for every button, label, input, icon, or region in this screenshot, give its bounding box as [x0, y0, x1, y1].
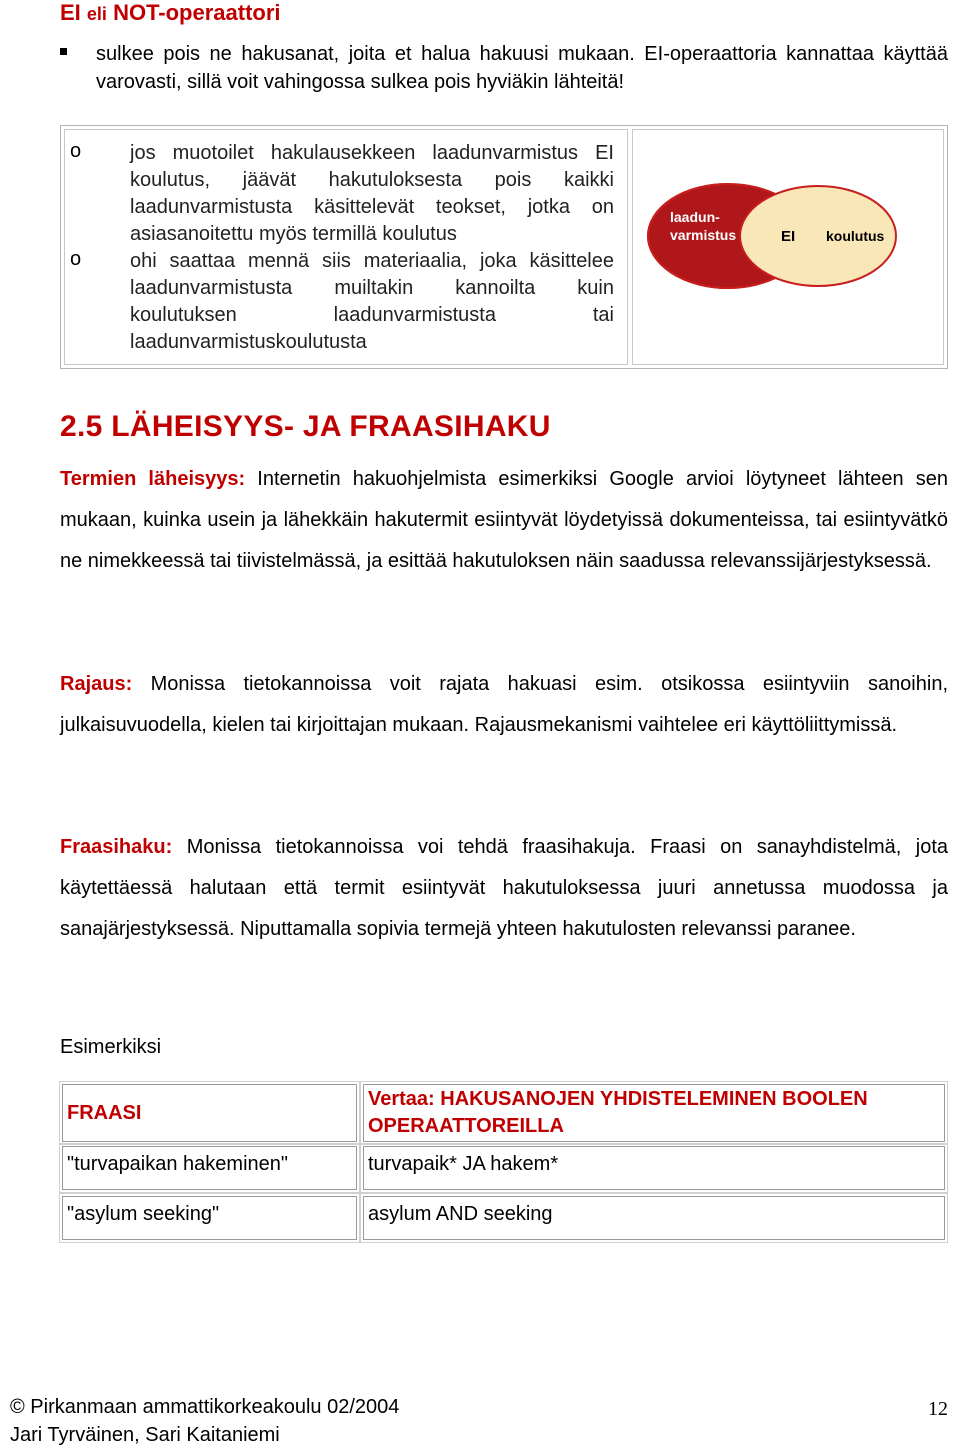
heading-not-operaattori: NOT-operaattori [113, 0, 281, 25]
not-operator-heading [60, 0, 281, 26]
table-cell: asylum AND seeking [363, 1196, 945, 1240]
section-title: LÄHEISYYS- JA FRAASIHAKU [111, 410, 551, 443]
venn-label-right: koulutus [826, 228, 885, 244]
table-header-cell: FRAASI [62, 1084, 357, 1142]
sub-bullet-marker: o [70, 248, 82, 270]
section-heading [60, 410, 551, 444]
section-number: 2.5 [60, 410, 103, 443]
paragraph-term: Termien läheisyys: [60, 468, 246, 490]
footer-authors: Jari Tyrväinen, Sari Kaitaniemi [10, 1424, 280, 1446]
sub-bullet-marker: o [70, 140, 82, 162]
paragraph-text: Monissa tietokannoissa voit rajata hakuasi esim. otsikossa esiintyviin sanoihin, julkaisuvuodella, kielen tai kirjoittajan mukaan. Rajausmekanismi vaihtelee eri käyttöliittymissä. [60, 673, 948, 736]
sub-list-item: jos muotoilet hakulausekkeen laadunvarmistus EI koulutus, jäävät hakutuloksesta pois kaikki laadunvarmistusta käsittelevät teokset, jotka on asiasanoitettu myös termillä koulutus [130, 142, 614, 245]
footer-copyright: © Pirkanmaan ammattikorkeakoulu 02/2004 [10, 1396, 400, 1418]
paragraph-proximity [60, 459, 948, 582]
table-header-cell: Vertaa: HAKUSANOJEN YHDISTELEMINEN BOOLEN OPERAATTOREILLA [363, 1084, 945, 1142]
heading-ei: EI [60, 0, 81, 25]
paragraph-text: Monissa tietokannoissa voi tehdä fraasihakuja. Fraasi on sanayhdistelmä, jota käytettäessä halutaan että termit esiintyvät hakutuloksessa juuri annetussa muodossa ja sanajärjestyksessä. Niputtamalla sopivia termejä yhteen hakutulosten relevanssi paranee. [60, 836, 948, 940]
paragraph-text: Internetin hakuohjelmista esimerkiksi Google arvioi löytyneet lähteen sen mukaan, kuinka usein ja lähekkäin hakutermit esiintyvät löydetyissä dokumenteissa, tai esiintyvätkö ne nimekkeessä tai tiivistelmässä, ja esittää hakutuloksen näin saadussa relevanssijärjestyksessä. [60, 468, 948, 572]
table-cell: "turvapaikan hakeminen" [62, 1146, 357, 1190]
sub-list [130, 140, 614, 356]
square-bullet-icon [60, 48, 67, 55]
not-bullet-text: sulkee pois ne hakusanat, joita et halua hakuusi mukaan. EI-operaattoria kannattaa käyttää varovasti, sillä voit vahingossa sulkea pois hyviäkin lähteitä! [96, 43, 948, 93]
page-number: 12 [928, 1398, 948, 1420]
paragraph-phrase-search [60, 827, 948, 950]
heading-eli: eli [86, 4, 107, 24]
table-cell: "asylum seeking" [62, 1196, 357, 1240]
paragraph-term: Fraasihaku: [60, 836, 173, 858]
venn-label-left-2: varmistus [670, 227, 737, 243]
sub-list-item: ohi saattaa mennä siis materiaalia, joka käsittelee laadunvarmistusta muiltakin kannoilta kuin koulutuksen laadunvarmistusta tai laadunvarmistuskoulutusta [130, 250, 614, 353]
examples-label: Esimerkiksi [60, 1036, 162, 1058]
venn-label-overlap: EI [781, 228, 796, 245]
paragraph-term: Rajaus: [60, 673, 133, 695]
venn-label-left-1: laadun- [670, 209, 720, 225]
paragraph-limiting [60, 664, 948, 746]
table-cell: turvapaik* JA hakem* [363, 1146, 945, 1190]
venn-diagram [646, 182, 900, 292]
